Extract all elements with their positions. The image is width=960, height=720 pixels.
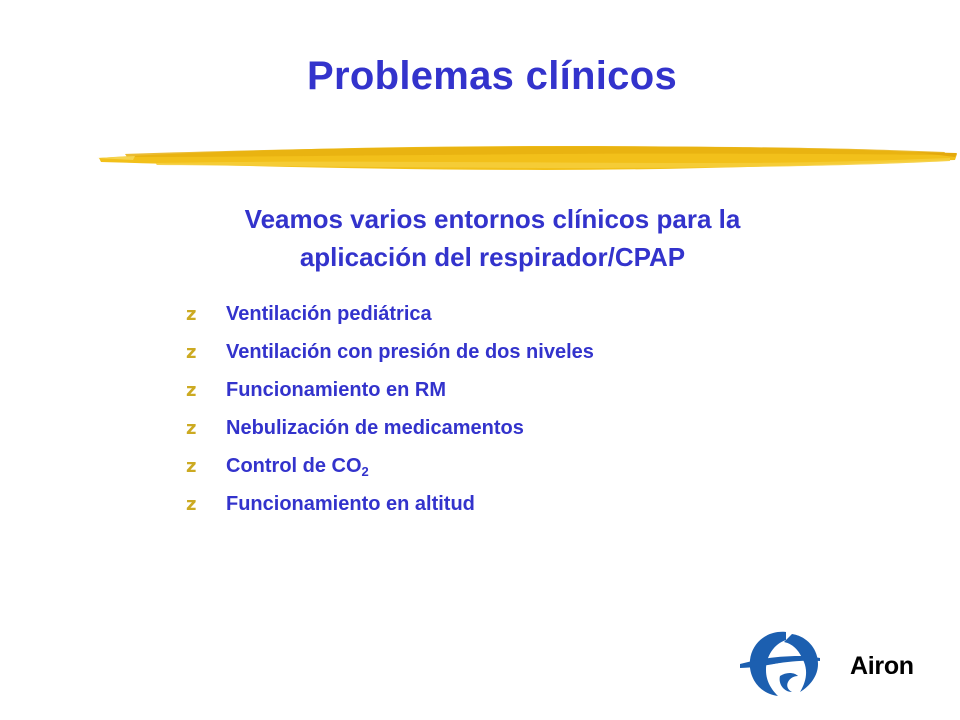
list-item [186,303,594,341]
subtitle [130,200,855,276]
airon-swirl-emblem-icon [738,626,828,706]
subtitle-line-2: aplicación del respirador/CPAP [299,242,686,272]
airon-wordmark: Airon [850,652,914,680]
subtitle-line-1: Veamos varios entornos clínicos para la [244,204,741,234]
list-item-text-main: Control de CO [226,455,362,477]
list-item-text: Ventilación pediátrica [226,303,432,325]
list-item-text: Nebulización de medicamentos [226,417,524,439]
list-item-text: Ventilación con presión de dos niveles [226,341,594,363]
list-item [186,493,594,531]
yellow-brush-divider [95,130,960,180]
bullet-icon: z [186,418,197,439]
list-item-text [226,455,369,478]
list-item-text: Funcionamiento en altitud [226,493,475,515]
bullet-icon: z [186,380,197,401]
list-item [186,341,594,379]
list-item [186,455,594,493]
bullet-icon: z [186,342,197,363]
page-title: Problemas clínicos [307,54,677,98]
bullet-list [186,303,594,531]
bullet-icon: z [186,456,197,477]
co2-subscript: 2 [361,464,369,479]
bullet-icon: z [186,304,197,325]
bullet-icon: z [186,494,197,515]
list-item [186,379,594,417]
list-item-text: Funcionamiento en RM [226,379,446,401]
list-item [186,417,594,455]
airon-logo [738,626,928,706]
